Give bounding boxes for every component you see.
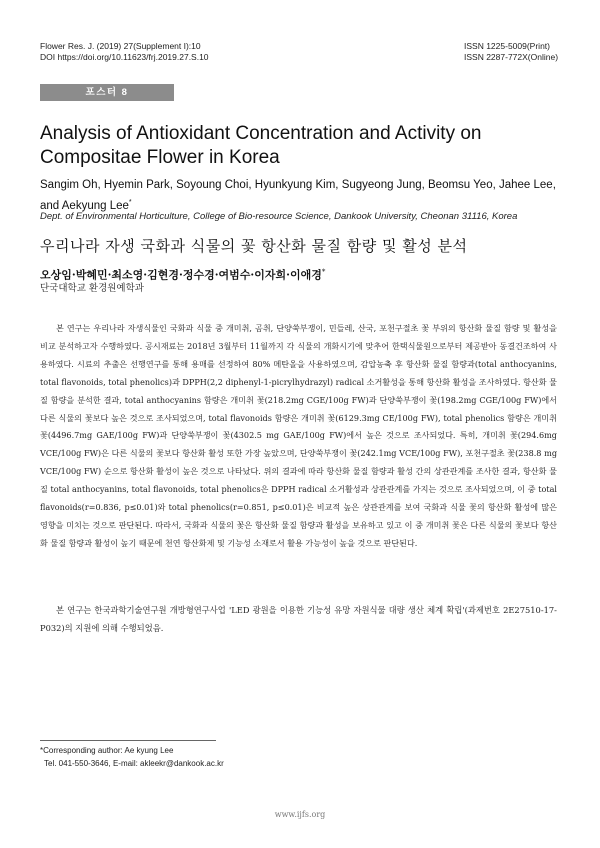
corresponding-mark-ko: * (321, 268, 326, 276)
journal-citation (40, 41, 209, 63)
title-korean: 우리나라 자생 국화과 식물의 꽃 항산화 물질 함량 및 활성 분석 (40, 237, 468, 255)
affiliation-english: Dept. of Environmental Horticulture, College of Bio-resource Science, Dankook University, Cheonan 31116, Korea (40, 211, 518, 222)
footnote-divider (40, 740, 216, 741)
issn-online: ISSN 2287-772X(Online) (464, 52, 559, 62)
affiliation-korean: 단국대학교 환경원예학과 (40, 283, 144, 294)
issn-block (464, 41, 558, 63)
footer-url: www.ijfs.org (274, 810, 326, 819)
acknowledgment-paragraph: 본 연구는 한국과학기술연구원 개방형연구사업 'LED 광원을 이용한 기능성 유망 자원식물 대량 생산 체계 확립'(과제번호 2E27510-17-P032)의 지원에 의해 수행되었음. (40, 605, 557, 633)
contact-info-note: Tel. 041-550-3646, E-mail: akleekr@dankook.ac.kr (44, 759, 224, 768)
corresponding-mark-en: * (128, 199, 132, 206)
authors-korean (40, 265, 560, 283)
corresponding-author-note: *Corresponding author: Ae kyung Lee (40, 746, 174, 755)
issn-print: ISSN 1225-5009(Print) (464, 41, 550, 51)
doi-line: DOI https://doi.org/10.11623/frj.2019.27.S.10 (40, 52, 209, 62)
poster-label: 포스터 8 (40, 84, 174, 101)
authors-korean-names: 오상임·박혜민·최소영·김현경·정수경·여범수·이자희·이애경 (40, 268, 322, 282)
abstract-paragraph: 본 연구는 우리나라 자생식물인 국화과 식물 중 개미취, 곰취, 단양쑥부쟁이, 민들레, 산국, 포천구절초 꽃 부위의 항산화 물질 함량 및 활성을 비교 분석하고자 수행하였다. 공시재료는 2018년 3월부터 11월까지 각 식물의 개화시기에 맞추어 한택식물원으로부터 제공받아 동결건조하여 사용하였다. 시료의 추출은 선행연구를 통해 용매를 선정하여 80% 메탄올을 사용하였으며, 감압농축 후 항산화 물질 함량과(total anthocyanins, total flavonoids, total phenolics)과 DPPH(2,2 diphenyl-1-picrylhydrazyl) radical 소거활성을 통해 항산화 활성을 조사하였다. 항산화 물질 함량을 분석한 결과, total anthocyanins 함량은 개미취 꽃(218.2mg CGE/100g FW)과 단양쑥부쟁이 꽃(198.2mg CGE/100g FW)에서 다른 식물의 꽃보다 높은 것으로 조사되었으며, total flavonoids 함량은 개미취 꽃(6129.3mg CE/100g FW), total phenolics 함량은 개미취 꽃(4496.7mg GAE/100g FW)과 단양쑥부쟁이 꽃(4302.5 mg GAE/100g FW)에서 높은 것으로 조사되었다. 특히, 개미취 꽃(294.6mg VCE/100g FW)은 다른 식물의 꽃보다 항산화 활성 또한 가장 높았으며, 단양쑥부쟁이 꽃(242.1mg VCE/100g FW), 포천구절초 꽃(238.8 mg VCE/100g FW) 순으로 항산화 활성이 높은 것으로 나타났다. 위의 결과에 따라 항산화 물질 함량과 활성 간의 상관관계를 조사한 결과, 항산화 물질 total anthocyanins, total flavonoids, total phenolics은 DPPH radical 소거활성과 상관관계를 가지는 것으로 조사되었으며, 이 중 total flavonoids(r=0.836, p≤0.01)와 total phenolics(r=0.851, p≤0.01)은 비교적 높은 상관관계를 보여 국화과 식물 꽃의 항산화 활성에 많은 영향을 미치는 것으로 판단된다. 따라서, 국화과 식물의 꽃은 항산화 물질 함량과 활성을 보유하고 있고 이 중 개미취 꽃은 다른 식물의 꽃보다 항산화 물질 함량과 활성이 높기 때문에 천연 항산화제 및 기능성 소재로서 활용 가능성이 높을 것으로 판단된다. (40, 323, 557, 548)
authors-english-names: Sangim Oh, Hyemin Park, Soyoung Choi, Hyunkyung Kim, Sugyeong Jung, Beomsu Yeo, Jahee Lee, and Aekyung Lee (40, 179, 556, 212)
journal-line: Flower Res. J. (2019) 27(Supplement I):10 (40, 41, 201, 51)
title-english: Analysis of Antioxidant Concentration and Activity on Compositae Flower in Korea (40, 123, 482, 168)
